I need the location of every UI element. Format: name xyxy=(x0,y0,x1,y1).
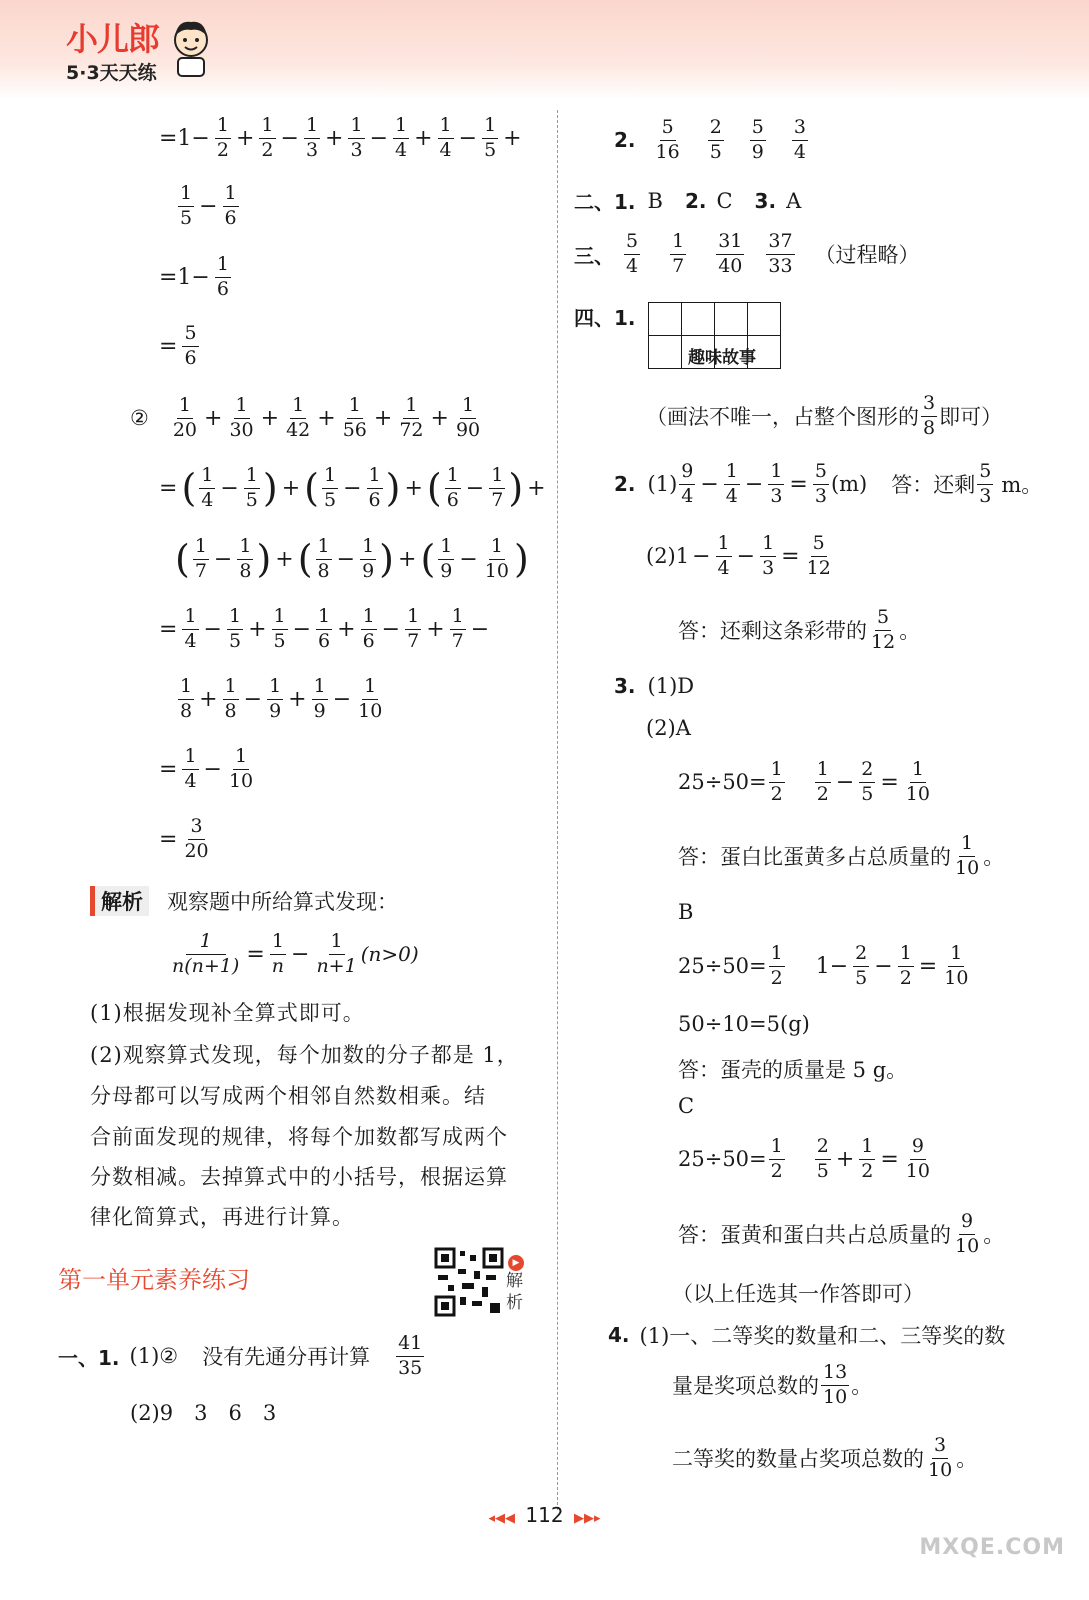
si-label xyxy=(574,302,636,331)
q3-c-calc: 25÷50= $\frac{1}{2}$ $\frac{2}{5}$ + $\frac{1}{2}$ = $\frac{9}{10}$ xyxy=(678,1135,930,1182)
q3-2: (2)A xyxy=(646,716,691,740)
page-footer xyxy=(0,1503,1089,1527)
expr2-line6: = $\frac{1}{4}$ − $\frac{1}{10}$ xyxy=(159,745,254,792)
qr-code-icon[interactable] xyxy=(434,1247,504,1317)
expr2-result: = $\frac{3}{20}$ xyxy=(159,815,209,862)
q2-2: (2)1 − $\frac{1}{4}$ − $\frac{1}{3}$ = $\frac{5}{12}$ xyxy=(646,532,831,579)
watermark: MXQE.COM xyxy=(919,1535,1065,1560)
q3-a-calc: 25÷50= $\frac{1}{2}$ $\frac{1}{2}$ − $\frac{2}{5}$ = $\frac{1}{10}$ xyxy=(678,758,930,805)
logo-subtitle: 5·3天天练 xyxy=(66,62,157,84)
prev-arrows-icon: ◂◀◀ xyxy=(488,1511,516,1526)
q2-label: 2. xyxy=(614,472,636,497)
q2-2-answer: 答：还剩这条彩带的 xyxy=(678,619,867,644)
expr1-line3: =1− $\frac{1}{6}$ xyxy=(159,253,229,300)
analysis-p1: (1)根据发现补全算式即可。 xyxy=(90,1001,365,1025)
r-q2: 2. $\frac{5}{16}$ $\frac{2}{5}$ $\frac{5}{9}$ $\frac{3}{4}$ xyxy=(614,116,806,163)
analysis-p2-line3: 合前面发现的规律，将每个加数都写成两个 xyxy=(90,1125,508,1149)
q3-b-answer: 答：蛋壳的质量是 5 g。 xyxy=(678,1058,908,1082)
next-arrows-icon: ▶▶▸ xyxy=(573,1511,601,1526)
q3-c-label: C xyxy=(678,1094,695,1118)
q2-1-unit: (m) xyxy=(830,472,868,497)
grid-label: 趣味故事 xyxy=(688,348,756,368)
q3-c-div: 25÷50= xyxy=(678,1147,767,1172)
san-note: （过程略） xyxy=(814,243,920,268)
r-er xyxy=(574,186,801,215)
q3-a-answer-row: 答：蛋白比蛋黄多占总质量的 $\frac{1}{10}$ 。 xyxy=(678,832,1005,879)
q1-b: (2)9 3 6 3 xyxy=(130,1401,277,1425)
si-note-b: 即可） xyxy=(939,405,1003,430)
analysis-intro: 观察题中所给算式发现： xyxy=(167,890,398,914)
expr2-line5: $\frac{1}{8}$ + $\frac{1}{8}$ − $\frac{1}{9}$ + $\frac{1}{9}$ − $\frac{1}{10}$ xyxy=(180,675,383,722)
q3-1-text: (1)D xyxy=(647,674,695,698)
qr-play-icon: ▶ xyxy=(506,1250,526,1271)
expr2-line3: ( $\frac{1}{7}$ − $\frac{1}{8}$ ) + ( $\frac{1}{8}$ − $\frac{1}{9}$ ) + ( $\frac{1}{9}$ − $\frac{1}{10}$ ) xyxy=(175,535,529,582)
circle-2-label: ② xyxy=(130,406,149,431)
q4-line1-text: (1)一、二等奖的数量和二、三等奖的数 xyxy=(639,1324,1006,1348)
analysis-p2-line2: 分母都可以写成两个相邻自然数相乘。结 xyxy=(90,1084,486,1108)
er-2-label: 2. xyxy=(684,188,707,213)
expr2-line1: ② $\frac{1}{20}$ + $\frac{1}{30}$ + $\frac{1}{42}$ + $\frac{1}{56}$ + $\frac{1}{72}$ + $\frac{1}{90}$ xyxy=(130,394,481,441)
logo: 小儿郎 xyxy=(66,20,160,58)
expr2-line4: = $\frac{1}{4}$ − $\frac{1}{5}$ + $\frac{1}{5}$ − $\frac{1}{6}$ + $\frac{1}{6}$ − $\frac{1}{7}$ + $\frac{1}{7}$ − xyxy=(159,605,490,652)
q3-c-answer-row: 答：蛋黄和蛋白共占总质量的 $\frac{9}{10}$ 。 xyxy=(678,1210,1005,1257)
column-divider xyxy=(557,110,558,1510)
er-label: 二、1. xyxy=(574,190,636,214)
q4-line2: 量是奖项总数的 $\frac{13}{10}$ 。 xyxy=(672,1361,873,1408)
q1-a: (1)② xyxy=(129,1344,179,1369)
r-san: 三、 $\frac{5}{4}$ $\frac{1}{7}$ $\frac{31}{40}$ $\frac{37}{33}$ （过程略） xyxy=(574,230,920,277)
q3-a-answer: 答：蛋白比蛋黄多占总质量的 xyxy=(678,845,951,870)
analysis-formula: $\frac{1}{n(n+1)}$ = $\frac{1}{n}$ − $\frac{1}{n+1}$ (n>0) xyxy=(172,930,419,977)
mascot-icon xyxy=(168,16,214,80)
q2-1-answer: 答：还剩 xyxy=(891,473,976,498)
q1-label: 一、1. xyxy=(58,1345,120,1370)
expr1-line1: =1− $\frac{1}{2}$ + $\frac{1}{2}$ − $\frac{1}{3}$ + $\frac{1}{3}$ − $\frac{1}{4}$ + $\frac{1}{4}$ − $\frac{1}{5}$ + xyxy=(159,114,522,161)
analysis-p2-line1: (2)观察算式发现，每个加数的分子都是 1， xyxy=(90,1043,519,1067)
er-3-label: 3. xyxy=(754,188,777,213)
si-note: （画法不唯一，占整个图形的 $\frac{3}{8}$ 即可） xyxy=(646,392,1003,439)
q4-label: 4. xyxy=(608,1323,630,1347)
header-band xyxy=(0,0,1089,100)
expr2-line2: = ( $\frac{1}{4}$ − $\frac{1}{5}$ ) + ( $\frac{1}{5}$ − $\frac{1}{6}$ ) + ( $\frac{1}{6}$ − $\frac{1}{7}$ ) + xyxy=(159,464,546,511)
q3-b-calc: 25÷50= $\frac{1}{2}$ 1− $\frac{2}{5}$ − $\frac{1}{2}$ = $\frac{1}{10}$ xyxy=(678,942,969,989)
q1-text: 没有先通分再计算 xyxy=(202,1345,371,1370)
r-q2-label: 2. xyxy=(614,128,636,153)
q3-1 xyxy=(614,674,694,698)
q3-b-calc2: 50÷10=5(g) xyxy=(678,1012,810,1036)
q4-line1 xyxy=(608,1320,1005,1350)
q2-1: 2. (1) $\frac{9}{4}$ − $\frac{1}{4}$ − $\frac{1}{3}$ = $\frac{5}{3}$ (m) 答：还剩 $\frac{5}{3}$ m。 xyxy=(614,460,1043,507)
q2-1-m: m。 xyxy=(1001,473,1043,498)
q3-a-div: 25÷50= xyxy=(678,770,767,795)
page-number: 112 xyxy=(525,1503,564,1527)
q2-2-answer-row: 答：还剩这条彩带的 $\frac{5}{12}$ 。 xyxy=(678,606,921,653)
q3-c-answer: 答：蛋黄和蛋白共占总质量的 xyxy=(678,1223,951,1248)
q4-line3-text: 二等奖的数量占奖项总数的 xyxy=(672,1447,924,1472)
er-1: B xyxy=(647,188,663,213)
qr-label: 解析 xyxy=(506,1271,523,1313)
expr1-line2: $\frac{1}{5}$ − $\frac{1}{6}$ xyxy=(180,182,237,229)
q3-note: （以上任选其一作答即可） xyxy=(672,1282,924,1306)
analysis-label: 解析 xyxy=(90,886,149,916)
q4-line2-text: 量是奖项总数的 xyxy=(672,1374,819,1399)
analysis-p2-line4: 分数相减。去掉算式中的小括号，根据运算 xyxy=(90,1165,508,1189)
q3-b-label: B xyxy=(678,900,694,924)
analysis-condition: (n>0) xyxy=(360,942,419,967)
q3-label: 3. xyxy=(614,674,636,698)
q3-b-div: 25÷50= xyxy=(678,954,767,979)
q1-line1: 一、1. (1)② 没有先通分再计算 $\frac{41}{35}$ xyxy=(58,1332,423,1379)
analysis-p2-line5: 律化简算式，再进行计算。 xyxy=(90,1205,354,1229)
expr1-result: = $\frac{5}{6}$ xyxy=(159,322,197,369)
analysis-header xyxy=(90,886,398,916)
q4-line3: 二等奖的数量占奖项总数的 $\frac{3}{10}$ 。 xyxy=(672,1434,978,1481)
q2-1-prefix: (1) xyxy=(647,472,678,497)
er-2: C xyxy=(716,188,733,213)
san-label: 三、 xyxy=(574,243,614,268)
q2-2-prefix: (2)1 xyxy=(646,544,690,569)
si-label-text: 四、1. xyxy=(574,306,636,330)
si-note-a: （画法不唯一，占整个图形的 xyxy=(646,405,919,430)
er-3: A xyxy=(786,188,802,213)
unit-title: 第一单元素养练习 xyxy=(58,1266,250,1294)
